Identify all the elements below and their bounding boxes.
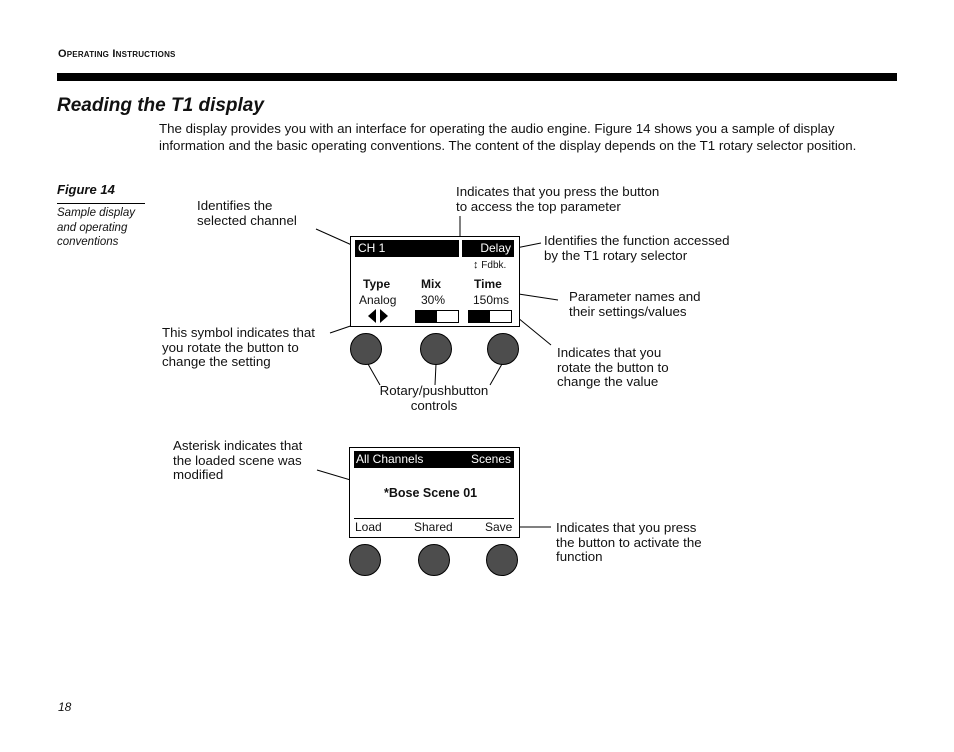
callout-line: Asterisk indicates that xyxy=(173,438,303,453)
callout-line: controls xyxy=(410,397,458,413)
callout-line: Identifies the function accessed xyxy=(544,233,730,248)
shared-label: Shared xyxy=(414,520,453,534)
mix-level-fill xyxy=(416,311,437,322)
callout-asterisk xyxy=(173,439,302,483)
scenes-title-left: All Channels xyxy=(356,452,424,466)
rotary-knob-2[interactable] xyxy=(420,333,452,365)
callout-line: Parameter names and xyxy=(569,289,701,304)
page-number: 18 xyxy=(58,700,72,714)
leader-controls-left xyxy=(368,364,380,385)
param-name-type: Type xyxy=(363,277,391,291)
time-level-fill xyxy=(469,311,490,322)
top-parameter xyxy=(473,259,506,271)
callout-line: by the T1 rotary selector xyxy=(544,247,688,263)
callout-line: you rotate the button to xyxy=(162,339,299,355)
rotary-knob-load[interactable] xyxy=(349,544,381,576)
callout-rotate-symbol xyxy=(162,326,315,370)
callout-line: rotate the button to xyxy=(557,359,669,375)
callout-line: their settings/values xyxy=(569,303,687,319)
rotary-knob-shared[interactable] xyxy=(418,544,450,576)
scenes-title-right: Scenes xyxy=(470,452,511,466)
t1-display-effect xyxy=(350,236,520,327)
intro-paragraph: The display provides you with an interface for operating the audio engine. Figure 14 shows you a sample of display information and the basic operating conventions. The content of the display depends on the T1 rotary selector position. xyxy=(159,121,857,153)
callout-line: Indicates that you press xyxy=(556,520,697,535)
time-level-meter xyxy=(468,310,512,323)
callout-line: selected channel xyxy=(197,212,297,228)
callout-param-names xyxy=(569,290,701,319)
top-parameter-label: Fdbk. xyxy=(481,260,507,271)
mix-level-meter xyxy=(415,310,459,323)
callout-line: This symbol indicates that xyxy=(162,325,315,340)
callout-line: modified xyxy=(173,467,224,482)
callout-press-function xyxy=(556,521,702,565)
scenes-title-bar xyxy=(354,451,514,468)
callout-line: the button to activate the xyxy=(556,534,702,550)
t1-display-scenes xyxy=(349,447,520,538)
param-name-time: Time xyxy=(474,277,502,291)
leader-controls-right xyxy=(490,364,502,385)
param-name-mix: Mix xyxy=(421,277,442,291)
function-bar xyxy=(462,240,514,257)
callout-line: change the setting xyxy=(162,354,271,369)
load-label: Load xyxy=(355,520,382,534)
callout-rotate-value xyxy=(557,346,669,390)
callout-top-parameter xyxy=(456,185,659,214)
callout-line: Indicates that you xyxy=(557,345,662,360)
save-label: Save xyxy=(485,520,513,534)
up-down-arrow-icon: ↕ xyxy=(473,259,479,271)
param-value-type: Analog xyxy=(359,293,397,307)
leader-controls-middle xyxy=(435,364,436,385)
callout-line: Indicates that you press the button xyxy=(456,184,660,199)
function-label: Delay xyxy=(480,241,511,255)
scene-name: *Bose Scene 01 xyxy=(384,486,478,500)
figure-label: Figure 14 xyxy=(57,182,115,197)
callout-line: Rotary/pushbutton xyxy=(379,383,489,398)
rotary-knob-save[interactable] xyxy=(486,544,518,576)
channel-label: CH 1 xyxy=(358,241,386,255)
callout-line: to access the top parameter xyxy=(456,198,621,214)
rotary-knob-3[interactable] xyxy=(487,333,519,365)
page-heading: Reading the T1 display xyxy=(57,95,264,116)
display-title-bar xyxy=(355,240,459,257)
left-right-arrow-icon xyxy=(368,309,388,328)
section-title: Operating Instructions xyxy=(58,48,176,60)
function-divider xyxy=(354,518,514,519)
callout-line: function xyxy=(556,549,603,564)
rotary-knob-1[interactable] xyxy=(350,333,382,365)
callout-line: change the value xyxy=(557,374,659,389)
callout-controls xyxy=(364,384,504,413)
callout-function xyxy=(544,234,730,263)
figure-caption: Sample display and operating conventions xyxy=(57,207,135,248)
param-value-time: 150ms xyxy=(473,293,510,307)
callout-line: Identifies the xyxy=(197,198,273,213)
callout-line: the loaded scene was xyxy=(173,452,302,468)
param-value-mix: 30% xyxy=(421,293,446,307)
leader-selected-channel xyxy=(316,229,354,246)
callout-selected-channel xyxy=(197,199,297,228)
